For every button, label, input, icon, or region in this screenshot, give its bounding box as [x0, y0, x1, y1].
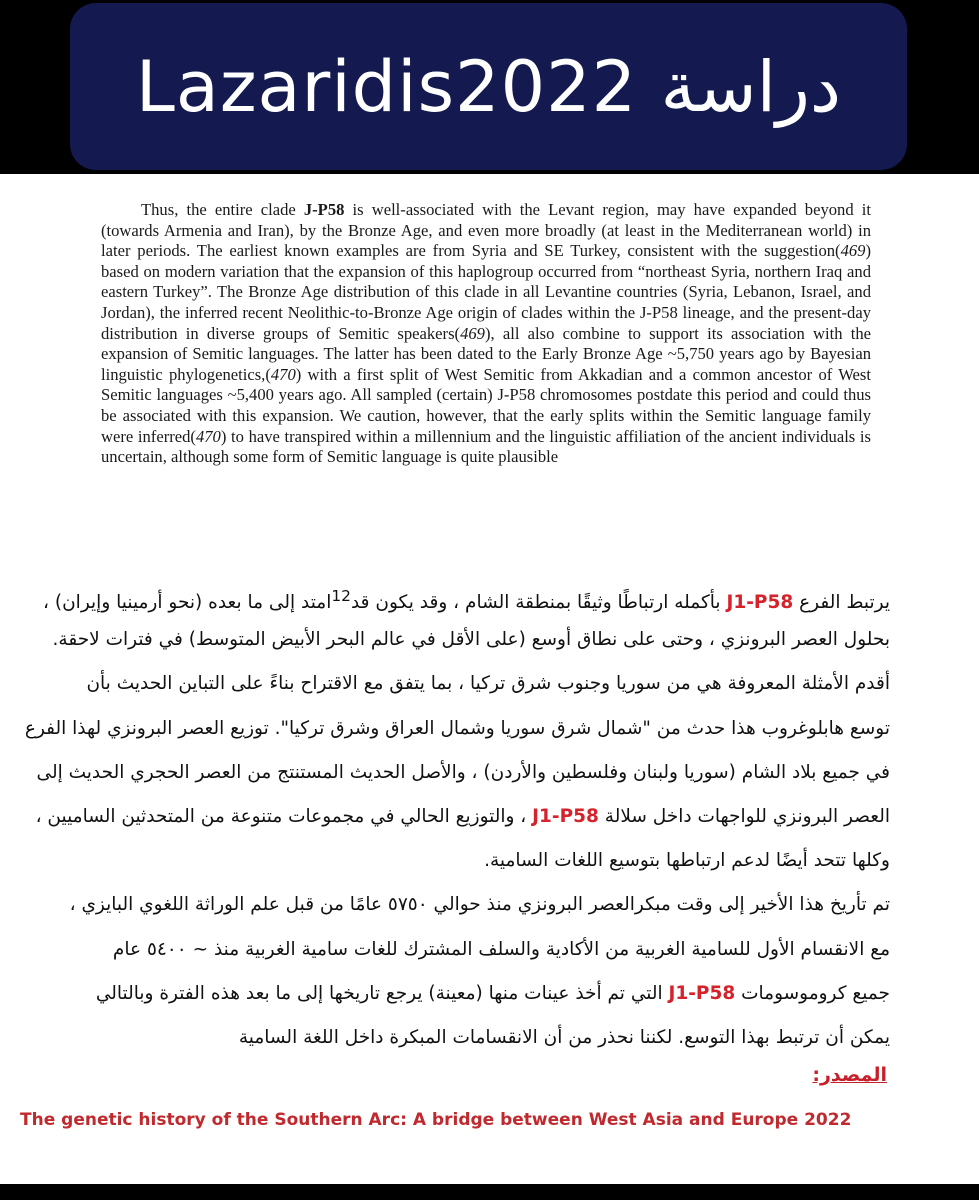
header-background — [0, 0, 979, 174]
arabic-line: يمكن أن ترتبط بهذا التوسع. لكننا نحذر من أن الانقسامات المبكرة داخل اللغة السامية — [238, 1026, 890, 1048]
arabic-line: أقدم الأمثلة المعروفة هي من سوريا وجنوب شرق تركيا ، بما يتفق مع الاقتراح بناءً على التباين الحديث بأن — [86, 673, 890, 695]
source-label: المصدر: — [812, 1064, 887, 1086]
source-citation: The genetic history of the Southern Arc: A bridge between West Asia and Europe 2022 — [20, 1110, 852, 1130]
reference-number: 470 — [195, 426, 221, 446]
haplogroup-tag: J1-P58 — [726, 592, 794, 614]
haplogroup-tag: J1-P58 — [532, 805, 599, 827]
title-arabic: دراسة — [660, 45, 842, 128]
arabic-line: جميع كروموسومات J1-P58 التي تم أخذ عينات منها (معينة) يرجع تاريخها إلى ما بعد هذه الفترة وبالتالي — [95, 982, 890, 1004]
arabic-line: في جميع بلاد الشام (سوريا ولبنان وفلسطين والأردن) ، والأصل الحديث المستنتج من العصر الحجري الحديث إلى — [36, 761, 890, 783]
arabic-line: وكلها تتحد أيضًا لدعم ارتباطها بتوسيع اللغات السامية. — [484, 850, 890, 872]
arabic-translation — [14, 574, 890, 1060]
arabic-line: تم تأريخ هذا الأخير إلى وقت مبكرالعصر البرونزي منذ حوالي ٥٧٥٠ عامًا من قبل علم الوراثة اللغوي البايزي ، — [69, 894, 890, 916]
arabic-line: بحلول العصر البرونزي ، وحتى على نطاق أوسع (على الأقل في عالم البحر الأبيض المتوسط) في فترات لاحقة. — [52, 629, 890, 651]
title-banner — [70, 3, 907, 170]
arabic-line: يرتبط الفرع J1-P58 بأكمله ارتباطًا وثيقًا بمنطقة الشام ، وقد يكون قد$^{12}$امتد إلى ما بعده (نحو أرمينيا وإيران) ، — [43, 587, 890, 614]
english-paragraph: Thus, the entire clade J-P58 is well-associated with the Levant region, may have expanded beyond it (towards Armenia and Iran), by the Bronze Age, and even more broadly (at least in the Mediterranean world) in later periods. The earliest known examples are from Syria and SE Turkey, consistent with the suggestion(469) based on modern variation that the expansion of this haplogroup occurred from “northeast Syria, northern Iraq and eastern Turkey”. The Bronze Age distribution of this clade in all Levantine countries (Syria, Lebanon, Israel, and Jordan), the inferred recent Neolithic-to-Bronze Age origin of clades within the J-P58 lineage, and the present-day distribution in diverse groups of Semitic speakers(469), all also combine to support its association with the expansion of Semitic languages. The latter has been dated to the Early Bronze Age ~5,750 years ago by Bayesian linguistic phylogenetics,(470) with a first split of West Semitic from Akkadian and a common ancestor of West Semitic languages ~5,400 years ago. All sampled (certain) J-P58 chromosomes postdate this period and could thus be associated with this expansion. We caution, however, that the early splits within the Semitic language family were inferred(470) to have transpired within a millennium and the linguistic affiliation of the ancient individuals is uncertain, although some form of Semitic language is quite plausible — [101, 200, 871, 467]
english-excerpt — [101, 200, 871, 468]
arabic-line: توسع هابلوغروب هذا حدث من "شمال شرق سوريا وشمال العراق وشرق تركيا". توزيع العصر البرونزي لهذا الفرع — [24, 717, 890, 739]
haplogroup-tag: J1-P58 — [668, 982, 736, 1004]
reference-number: 470 — [270, 364, 296, 384]
arabic-line: مع الانقسام الأول للسامية الغربية من الأكادية والسلف المشترك للغات سامية الغربية منذ ~ ٥٤٠٠ عام — [112, 938, 890, 960]
reference-number: 469 — [460, 323, 485, 343]
page-title — [136, 46, 841, 128]
title-latin: Lazaridis2022 — [135, 45, 638, 128]
reference-number: 469 — [840, 241, 866, 261]
footer-bar — [0, 1184, 979, 1200]
superscript-number: 12 — [331, 587, 351, 605]
arabic-line: العصر البرونزي للواجهات داخل سلالة J1-P58 ، والتوزيع الحالي في مجموعات متنوعة من المتحدثين الساميين ، — [35, 805, 890, 827]
clade-name: J-P58 — [303, 200, 345, 219]
